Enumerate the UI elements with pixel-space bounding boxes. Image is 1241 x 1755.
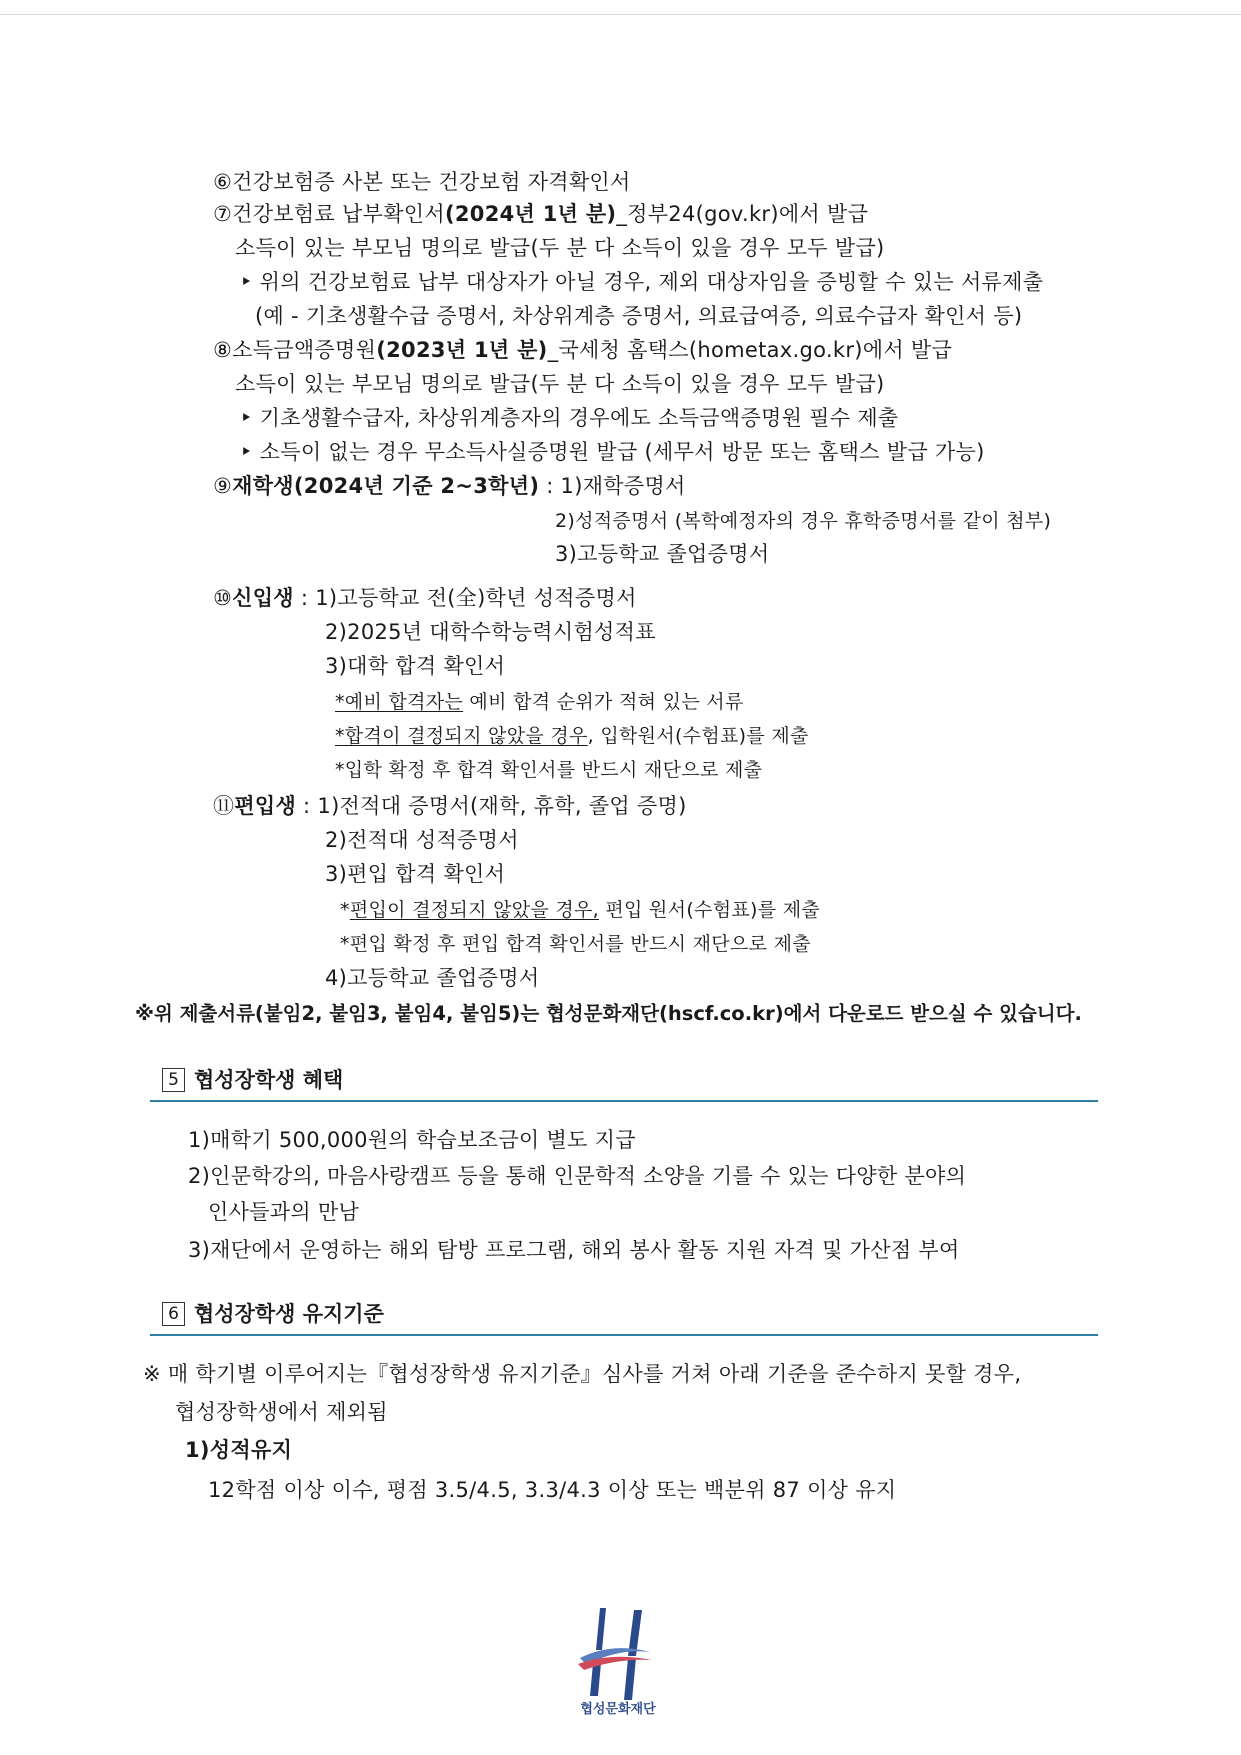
doc-item-10-doc1: : 1)고등학교 전(全)학년 성적증명서 bbox=[293, 586, 637, 610]
doc-item-7-label: ⑦건강보험료 납부확인서 bbox=[213, 202, 445, 226]
section-6-title: 협성장학생 유지기준 bbox=[194, 1302, 384, 1326]
doc-item-10-title: 신입생 bbox=[232, 586, 294, 610]
section-5-title: 협성장학생 혜택 bbox=[194, 1068, 344, 1092]
doc-item-7-line2: 소득이 있는 부모님 명의로 발급(두 분 다 소득이 있을 경우 모두 발급) bbox=[235, 236, 885, 260]
doc-item-10-number: ⑩ bbox=[213, 586, 233, 610]
doc-item-7-note2: (예 - 기초생활수급 증명서, 차상위계층 증명서, 의료급여증, 의료수급자 확인서 등) bbox=[255, 304, 1023, 328]
benefit-1: 1)매학기 500,000원의 학습보조금이 별도 지급 bbox=[188, 1128, 636, 1152]
doc-item-6: ⑥건강보험증 사본 또는 건강보험 자격확인서 bbox=[213, 170, 631, 194]
doc-item-7-period: (2024년 1년 분) bbox=[444, 202, 617, 226]
doc-item-9-doc1: 1)재학증명서 bbox=[560, 474, 686, 498]
grade-maintenance-text: 12학점 이상 이수, 평점 3.5/4.5, 3.3/4.3 이상 또는 백분위 87 이상 유지 bbox=[208, 1478, 897, 1502]
maintenance-note-cont: 협성장학생에서 제외됨 bbox=[175, 1400, 388, 1424]
doc-item-11-note1 bbox=[340, 896, 820, 924]
doc-item-9-doc3: 3)고등학교 졸업증명서 bbox=[555, 542, 770, 566]
doc-item-11-note1-rest: 편입 원서(수험표)를 제출 bbox=[599, 899, 821, 921]
doc-item-11-note2: *편입 확정 후 편입 합격 확인서를 반드시 재단으로 제출 bbox=[340, 933, 811, 955]
doc-item-8-note1: ‣ 기초생활수급자, 차상위계층자의 경우에도 소득금액증명원 필수 제출 bbox=[240, 406, 899, 430]
doc-item-9-colon: : bbox=[539, 474, 561, 498]
doc-item-11-doc1: : 1)전적대 증명서(재학, 휴학, 졸업 증명) bbox=[296, 794, 687, 818]
benefit-3: 3)재단에서 운영하는 해외 탐방 프로그램, 해외 봉사 활동 지원 자격 및 가산점 부여 bbox=[188, 1238, 960, 1262]
doc-item-8-source: _국세청 홈택스(hometax.go.kr)에서 발급 bbox=[547, 338, 953, 362]
doc-item-10-doc3: 3)대학 합격 확인서 bbox=[325, 654, 506, 678]
foundation-logo-text: 협성문화재단 bbox=[580, 1702, 656, 1717]
doc-item-11-note1-star: * bbox=[340, 899, 350, 921]
grade-maintenance-title: 1)성적유지 bbox=[185, 1438, 293, 1462]
doc-item-9 bbox=[213, 472, 686, 500]
doc-item-8-period: (2023년 1년 분) bbox=[376, 338, 548, 362]
doc-item-10-doc2: 2)2025년 대학수학능력시험성적표 bbox=[325, 620, 656, 644]
doc-item-8 bbox=[213, 336, 952, 364]
section-6-header bbox=[150, 1300, 1098, 1336]
doc-item-9-doc2: 2)성적증명서 (복학예정자의 경우 휴학증명서를 같이 첨부) bbox=[555, 510, 1052, 532]
doc-item-11-doc4: 4)고등학교 졸업증명서 bbox=[325, 966, 540, 990]
benefit-2: 2)인문학강의, 마음사랑캠프 등을 통해 인문학적 소양을 기를 수 있는 다양한 분야의 bbox=[188, 1164, 967, 1188]
doc-item-7-note1: ‣ 위의 건강보험료 납부 대상자가 아닐 경우, 제외 대상자임을 증빙할 수 있는 서류제출 bbox=[240, 270, 1044, 294]
doc-item-11-note1-underlined: 편입이 결정되지 않았을 경우, bbox=[349, 899, 600, 921]
doc-item-8-line2: 소득이 있는 부모님 명의로 발급(두 분 다 소득이 있을 경우 모두 발급) bbox=[235, 372, 885, 396]
section-6-number: 6 bbox=[162, 1302, 185, 1326]
doc-item-10-note2-rest: , 입학원서(수험표)를 제출 bbox=[587, 725, 809, 747]
doc-item-10-note1-rest: 예비 합격 순위가 적혀 있는 서류 bbox=[463, 691, 744, 713]
doc-item-10-note1 bbox=[335, 688, 744, 716]
section-5-header bbox=[150, 1066, 1098, 1102]
doc-item-8-note2: ‣ 소득이 없는 경우 무소득사실증명원 발급 (세무서 방문 또는 홈택스 발급 가능) bbox=[240, 440, 985, 464]
benefit-2-cont: 인사들과의 만남 bbox=[208, 1200, 360, 1224]
doc-item-10-note2 bbox=[335, 722, 809, 750]
doc-item-10-note2-underlined: *합격이 결정되지 않았을 경우 bbox=[335, 725, 588, 747]
doc-item-7 bbox=[213, 200, 868, 228]
doc-item-10 bbox=[213, 584, 637, 612]
doc-item-11-title: 편입생 bbox=[234, 794, 297, 818]
doc-item-10-note1-underlined: *예비 합격자는 bbox=[335, 691, 464, 713]
logo-stroke-1 bbox=[596, 1608, 606, 1650]
logo-stroke-4 bbox=[624, 1658, 636, 1700]
doc-item-7-source: _정부24(gov.kr)에서 발급 bbox=[616, 202, 869, 226]
doc-item-9-number: ⑨ bbox=[213, 474, 233, 498]
doc-item-11-doc2: 2)전적대 성적증명서 bbox=[325, 828, 519, 852]
doc-item-11-number: ⑪ bbox=[213, 794, 235, 818]
doc-item-8-label: ⑧소득금액증명원 bbox=[213, 338, 377, 362]
page-top-rule bbox=[0, 14, 1241, 15]
section-5-number: 5 bbox=[162, 1068, 185, 1092]
doc-item-10-note3: *입학 확정 후 합격 확인서를 반드시 재단으로 제출 bbox=[335, 759, 763, 781]
doc-item-9-title: 재학생(2024년 기준 2~3학년) bbox=[232, 474, 540, 498]
doc-item-11 bbox=[213, 792, 687, 820]
download-note: ※위 제출서류(붙임2, 붙임3, 붙임4, 붙임5)는 협성문화재단(hscf.co.kr)에서 다운로드 받으실 수 있습니다. bbox=[135, 1002, 1082, 1025]
maintenance-note: ※ 매 학기별 이루어지는『협성장학생 유지기준』심사를 거쳐 아래 기준을 준수하지 못할 경우, bbox=[143, 1362, 1022, 1386]
doc-item-11-doc3: 3)편입 합격 확인서 bbox=[325, 862, 506, 886]
